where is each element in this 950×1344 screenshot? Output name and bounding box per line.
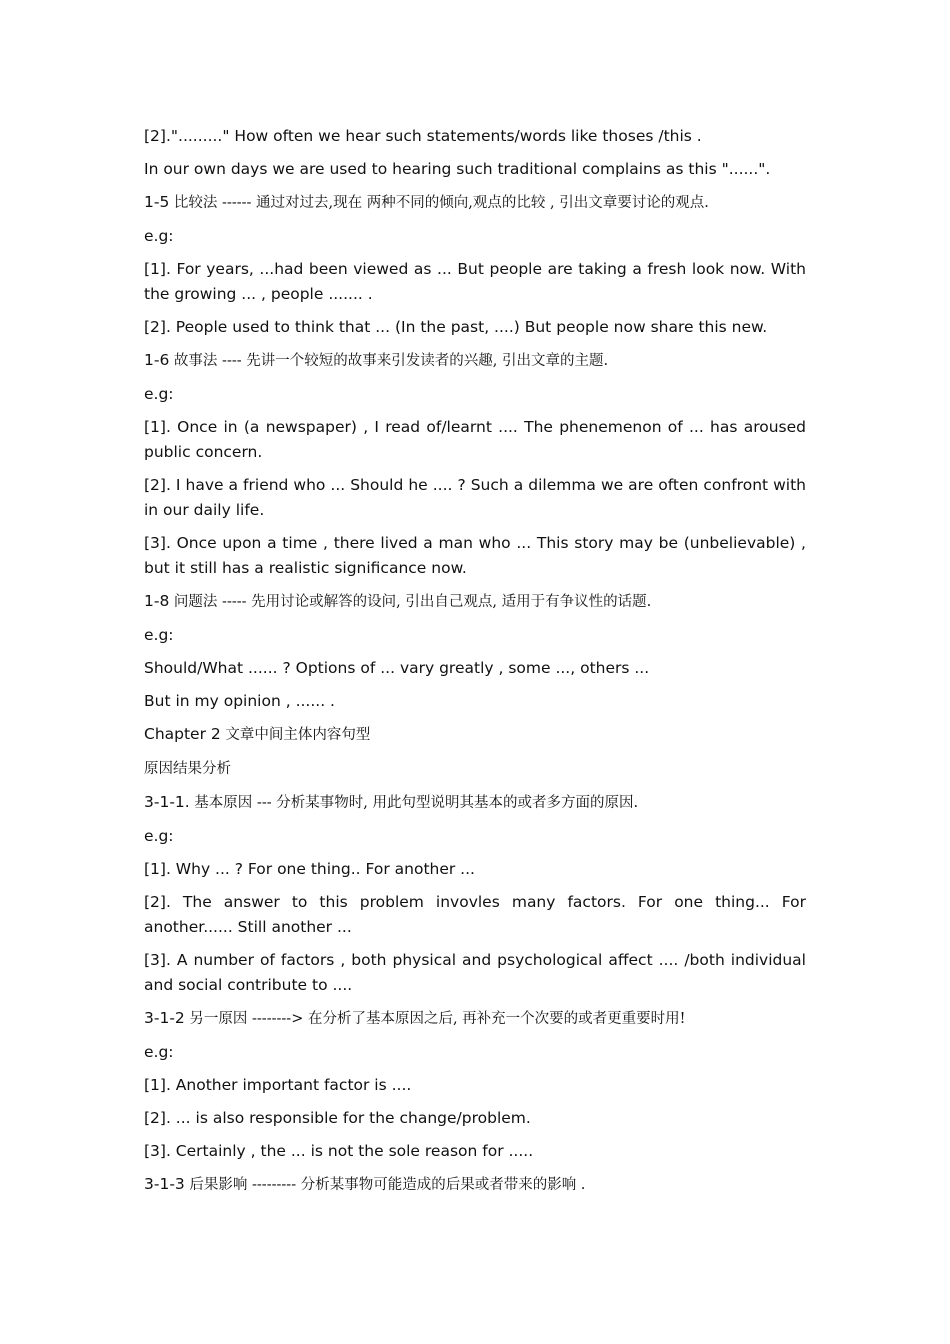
paragraph-example: [3]. A number of factors , both physical and psychological affect .... /both individual and social contribute to .... (144, 951, 806, 994)
paragraph-example: [1]. Once in (a newspaper) , I read of/learnt .... The phenemenon of ... has aroused public concern. (144, 418, 806, 461)
paragraph-example: [2]. ... is also responsible for the change/problem. (144, 1109, 531, 1127)
heading-chinese: 故事法 ---- 先讲一个较短的故事来引发读者的兴趣, 引出文章的主题. (169, 353, 609, 369)
paragraph-example: But in my opinion , ...... . (144, 692, 335, 710)
heading-3-1-2-another-cause (144, 1006, 806, 1032)
heading-chinese-continued: 在分析了基本原因之后, 再补充一个次要的或者更重要时用! (303, 1011, 686, 1027)
heading-1-5-comparison (144, 190, 806, 216)
heading-1-8-question (144, 589, 806, 615)
paragraph-example: [3]. Once upon a time , there lived a man who ... This story may be (unbelievable) , but it still has a realistic significance now. (144, 534, 806, 577)
paragraph-traditional-complains: In our own days we are used to hearing such traditional complains as this "......". (144, 160, 771, 178)
paragraph-example: Should/What ...... ? Options of ... vary greatly , some ..., others ... (144, 659, 650, 677)
heading-3-1-3-consequences (144, 1172, 806, 1198)
eg-label: e.g: (144, 626, 174, 644)
heading-3-1-1-basic-cause (144, 790, 806, 816)
paragraph-example: [2]. The answer to this problem invovles many factors. For one thing... For another...... Still another ... (144, 893, 806, 936)
paragraph-example: [3]. Certainly , the ... is not the sole reason for ..... (144, 1142, 534, 1160)
heading-number: 3-1-3 (144, 1175, 185, 1193)
heading-number: 1-5 (144, 193, 170, 211)
paragraph-example-2-statements: [2]."........." How often we hear such statements/words like thoses /this . (144, 127, 702, 145)
document-page (144, 124, 806, 1206)
heading-number: 3-1-2 (144, 1009, 185, 1027)
heading-chinese: 比较法 ------ 通过对过去,现在 两种不同的倾向,观点的比较 , 引出文章要讨论的观点. (169, 195, 709, 211)
paragraph-example: [2]. I have a friend who ... Should he .... ? Such a dilemma we are often confront with in our daily life. (144, 476, 806, 519)
paragraph-example: [1]. Another important factor is .... (144, 1076, 412, 1094)
heading-chinese: 问题法 ----- 先用讨论或解答的设问, 引出自己观点, 适用于有争议性的话题. (169, 594, 652, 610)
paragraph-example: [1]. For years, ...had been viewed as ... But people are taking a fresh look now. With the growing ... , people ....... . (144, 260, 806, 303)
heading-number: 3-1-1. (144, 793, 190, 811)
heading-chinese: 另一原因 --------> (184, 1011, 304, 1027)
heading-chinese: 后果影响 --------- 分析某事物可能造成的后果或者带来的影响 . (184, 1177, 586, 1193)
heading-number: 1-8 (144, 592, 170, 610)
heading-chinese: 基本原因 --- 分析某事物时, 用此句型说明其基本的或者多方面的原因. (189, 795, 639, 811)
heading-cause-effect (144, 756, 806, 782)
heading-chinese: 文章中间主体内容句型 (220, 727, 371, 743)
eg-label: e.g: (144, 385, 174, 403)
eg-label: e.g: (144, 1043, 174, 1061)
heading-1-6-story (144, 348, 806, 374)
paragraph-example: [1]. Why ... ? For one thing.. For another ... (144, 860, 475, 878)
chapter-label: Chapter 2 (144, 725, 221, 743)
eg-label: e.g: (144, 227, 174, 245)
eg-label: e.g: (144, 827, 174, 845)
paragraph-example: [2]. People used to think that ... (In the past, ....) But people now share this new. (144, 318, 768, 336)
heading-chapter-2 (144, 722, 806, 748)
heading-chinese: 原因结果分析 (144, 761, 231, 777)
heading-number: 1-6 (144, 351, 170, 369)
